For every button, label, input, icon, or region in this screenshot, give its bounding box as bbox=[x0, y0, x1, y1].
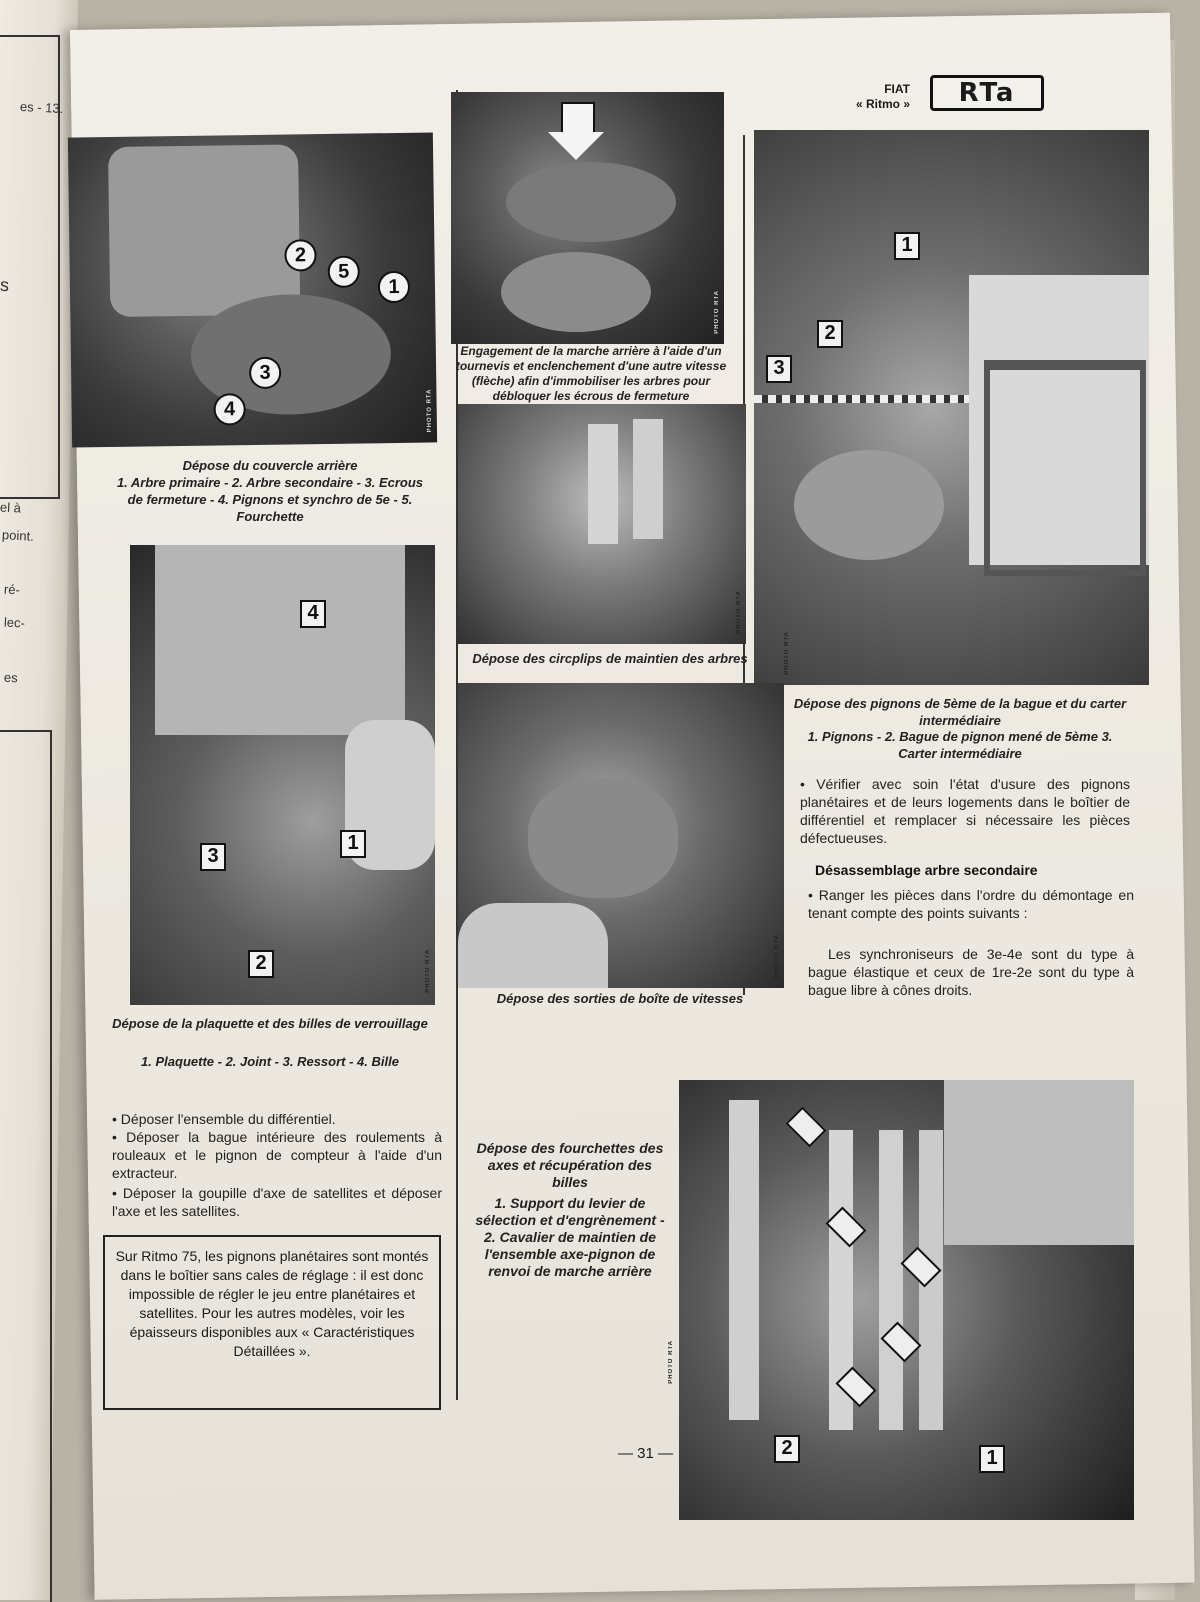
arrow-icon bbox=[561, 102, 595, 132]
label-1: 1 bbox=[378, 271, 410, 303]
gear-shape bbox=[506, 162, 676, 242]
paragraph: • Vérifier avec soin l'état d'usure des pignons planétaires et de leurs logements dans le boîtier de différentiel et remplacer si nécessaire les pièces défectueuses. bbox=[800, 776, 1130, 846]
photo-credit: PHOTO RTA bbox=[784, 631, 790, 675]
label-2: 2 bbox=[248, 950, 274, 978]
arm-shape bbox=[458, 903, 608, 988]
bearing-shape bbox=[794, 450, 944, 560]
label-2: 2 bbox=[284, 239, 316, 271]
paragraph: • Déposer l'ensemble du différentiel. bbox=[112, 1111, 336, 1127]
label-2: 2 bbox=[817, 320, 843, 348]
caption-items: 1. Pignons - 2. Bague de pignon mené de 5ème 3. Carter intermédiaire bbox=[807, 729, 1113, 761]
photo-gearbox-outputs bbox=[458, 683, 784, 988]
caption-title: Dépose de la plaquette et des billes de verrouillage bbox=[112, 1016, 428, 1031]
caption-items: 1. Support du levier de sélection et d'engrènement - 2. Cavalier de maintien de l'ensemble axe-pignon de renvoi de marche arrière bbox=[475, 1195, 665, 1279]
note-box: Sur Ritmo 75, les pignons planétaires sont montés dans le boîtier sans cales de réglage : il est donc impossible de régler le jeu entre planétaires et satellites. Pour les autres modèles, voir les épaisseurs disponibles aux « Caractéristiques Détaillées ». bbox=[103, 1235, 441, 1410]
shaft-shape bbox=[729, 1100, 759, 1420]
shaft-shape bbox=[879, 1130, 903, 1430]
rta-logo: RTa bbox=[930, 75, 1044, 111]
left-fragment: s bbox=[0, 274, 10, 296]
label-3: 3 bbox=[249, 357, 281, 389]
photo-credit: PHOTO RTA bbox=[714, 290, 720, 334]
model-text: « Ritmo » bbox=[855, 97, 910, 111]
label-4: 4 bbox=[213, 393, 245, 425]
left-fragment: es - 13. bbox=[19, 98, 64, 117]
photo-locking-plate bbox=[130, 545, 435, 1005]
left-fragment: ré- bbox=[3, 581, 21, 598]
shaft-shape bbox=[633, 419, 663, 539]
label-1: 1 bbox=[340, 830, 366, 858]
inset-shape bbox=[155, 545, 405, 735]
photo-forks bbox=[679, 1080, 1134, 1520]
label-5: 5 bbox=[328, 256, 360, 288]
label-4: 4 bbox=[300, 600, 326, 628]
paragraph: • Déposer la goupille d'axe de satellites et déposer l'axe et les satellites. bbox=[112, 1185, 442, 1219]
photo-rear-cover bbox=[68, 132, 437, 447]
left-fragment: point. bbox=[1, 527, 35, 544]
label-3: 3 bbox=[200, 843, 226, 871]
photo-credit: PHOTO RTA bbox=[426, 388, 434, 433]
caption: Dépose des sorties de boîte de vitesses bbox=[496, 991, 744, 1006]
shaft-shape bbox=[588, 424, 618, 544]
caption-items: 1. Plaquette - 2. Joint - 3. Ressort - 4. Bille bbox=[141, 1054, 399, 1069]
paragraph: Les synchroniseurs de 3e-4e sont du type à bague élastique et ceux de 1re-2e sont du type à bague libre à cônes droits. bbox=[808, 946, 1134, 998]
page-number: — 31 — bbox=[618, 1445, 674, 1462]
label-1: 1 bbox=[894, 232, 920, 260]
arrow-down-icon bbox=[548, 132, 604, 160]
brand-text: FIAT bbox=[884, 82, 910, 96]
caption-title: Dépose du couvercle arrière bbox=[182, 458, 358, 473]
paragraph: • Déposer la bague intérieure des roulements à rouleaux et le pignon de compteur à l'aide d'un extracteur. bbox=[112, 1129, 442, 1181]
label-1: 1 bbox=[979, 1445, 1005, 1473]
cover-shape bbox=[108, 144, 300, 317]
inset-shape bbox=[944, 1080, 1134, 1245]
caption: Engagement de la marche arrière à l'aide d'un tournevis et enclenchement d'une autre vitesse (flèche) afin d'immobiliser les arbres pour débloquer les écrous de fermeture bbox=[455, 344, 727, 403]
left-fragment: es bbox=[3, 669, 19, 686]
arrow-icon bbox=[785, 1106, 826, 1147]
paragraph: • Ranger les pièces dans l'ordre du démontage en tenant compte des points suivants : bbox=[808, 887, 1134, 921]
label-2: 2 bbox=[774, 1435, 800, 1463]
extractor-shape bbox=[984, 360, 1146, 576]
photo-credit: PHOTO RTA bbox=[425, 949, 431, 993]
film-border bbox=[754, 395, 969, 403]
left-fragment: lec- bbox=[3, 614, 26, 631]
housing-shape bbox=[528, 778, 678, 898]
caption-items: 1. Arbre primaire - 2. Arbre secondaire - 3. Ecrous de fermeture - 4. Pignons et synchro de 5e - 5. Fourchette bbox=[116, 475, 424, 524]
left-fragment: el à bbox=[0, 499, 22, 516]
left-page-box-lower bbox=[0, 730, 52, 1602]
gear-shape bbox=[501, 252, 651, 332]
caption: Dépose des circplips de maintien des arbres bbox=[472, 651, 748, 666]
photo-credit: PHOTO RTA bbox=[668, 1340, 674, 1384]
photo-credit: PHOTO RTA bbox=[736, 590, 742, 634]
caption-title: Dépose des pignons de 5ème de la bague et du carter intermédiaire bbox=[793, 696, 1127, 728]
label-3: 3 bbox=[766, 355, 792, 383]
section-heading: Désassemblage arbre secondaire bbox=[815, 862, 1038, 878]
photo-credit: PHOTO RTA bbox=[774, 934, 780, 978]
photo-fifth-gear bbox=[754, 130, 1149, 685]
photo-circlips bbox=[458, 404, 746, 644]
photo-reverse-gear bbox=[451, 92, 724, 344]
caption-title: Dépose des fourchettes des axes et récupération des billes bbox=[476, 1140, 664, 1190]
